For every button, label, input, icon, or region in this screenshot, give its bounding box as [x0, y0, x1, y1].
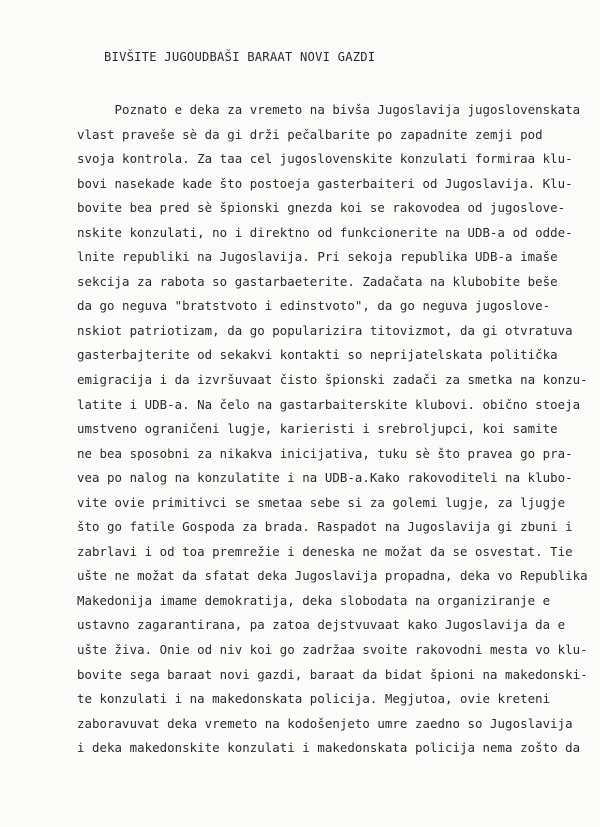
text-line: latite i UDB-a. Na čelo na gastarbaiterskite klubovi. obično stoeja — [77, 396, 581, 412]
text-line: da go neguva "bratstvoto i edinstvoto", da go neguva jugoslove- — [77, 298, 551, 314]
text-line: vlast praveše sè da gi drži pečalbarite po zapadnite zemji pod — [77, 126, 543, 142]
text-line: zaboravuvat deka vremeto na kodošenjeto umre zaedno so Jugoslavija — [77, 715, 573, 731]
text-line: nskite konzulati, no i direktno od funkcionerite na UDB-a od odde- — [77, 224, 573, 240]
text-line: bovi nasekade kade što postoeja gasterbaiteri od Jugoslavija. Klu- — [77, 175, 573, 191]
text-line: Makedonija imame demokratija, deka slobodata na organiziranje e — [77, 592, 551, 608]
text-line: lnite republiki na Jugoslavija. Pri sekoja republika UDB-a imaše — [77, 249, 558, 265]
text-line: Poznato e deka za vremeto na bivša Jugoslavija jugoslovenskata — [77, 102, 581, 117]
text-line: ustavno zagarantirana, pa zatoa dejstvuvaat kako Jugoslavija da e — [77, 617, 566, 633]
text-line: svoja kontrola. Za taa cel jugoslovenskite konzulati formiraa klu- — [77, 151, 573, 167]
text-line: zabrlavi i od toa premrežie i deneska ne možat da se osvestat. Tie — [77, 543, 573, 559]
text-line: bovite bea pred sè špionski gnezda koi se rakovodea od jugoslove- — [77, 200, 566, 216]
text-line: ne bea sposobni za nikakva inicijativa, tuku sè što pravea go pra- — [77, 445, 573, 461]
text-line: vea po nalog na konzulatite i na UDB-a.Kako rakovoditeli na klubo- — [77, 470, 573, 486]
text-line: bovite sega baraat novi gazdi, baraat da bidat špioni na makedonski- — [77, 666, 588, 682]
document-body — [77, 98, 588, 761]
text-line: emigracija i da izvršuvaat čisto špionski zadači za smetka na konzu- — [77, 372, 588, 388]
text-line: gasterbajterite od sekakvi kontakti so neprijatelskata politička — [77, 347, 558, 363]
text-line: te konzulati i na makedonskata policija. Megjutoa, ovie kreteni — [77, 691, 551, 707]
text-line: nskiot patriotizam, da go popularizira titovizmot, da gi otvratuva — [77, 322, 573, 338]
document-title: BIVŠITE JUGOUDBAŠI BARAAT NOVI GAZDI — [104, 50, 376, 64]
text-line: i deka makedonskite konzulati i makedonskata policija nema zošto da — [77, 740, 581, 756]
text-line: sekcija za rabota so gastarbaeterite. Zadačata na klubobite beše — [77, 273, 558, 289]
text-line: umstveno ograničeni lugje, karieristi i srebroljupci, koi samite — [77, 421, 558, 437]
text-line: vite ovie primitivci se smetaa sebe si za golemi lugje, za ljugje — [77, 494, 566, 510]
text-line: ušte živa. Onie od niv koi go zadržaa svoite rakovodni mesta vo klu- — [77, 642, 588, 658]
text-line: ušte ne možat da sfatat deka Jugoslavija propadna, deka vo Republika — [77, 568, 588, 584]
text-line: što go fatile Gospoda za brada. Raspadot na Jugoslavija gi zbuni i — [77, 519, 573, 535]
